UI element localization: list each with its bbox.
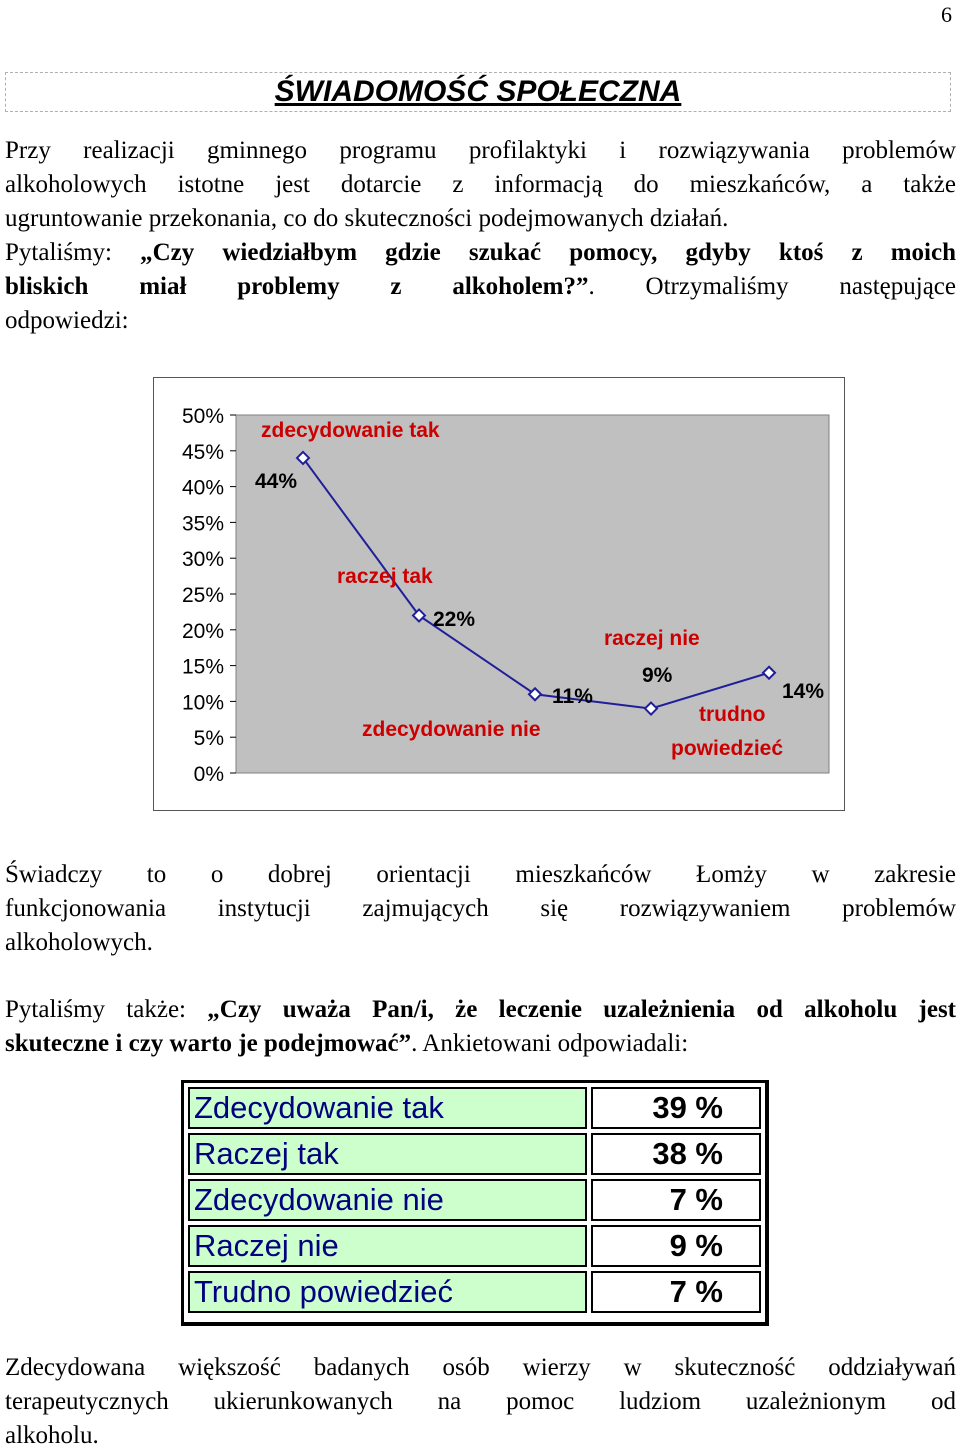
y-axis-tick-label: 50% — [181, 405, 224, 428]
answer-value: 7 % — [591, 1179, 761, 1221]
intro-line-5 — [5, 270, 956, 304]
answer-label: Raczej tak — [188, 1133, 587, 1175]
answer-label: Trudno powiedzieć — [188, 1271, 587, 1313]
answer-value: 9 % — [591, 1225, 761, 1267]
category-label: raczej tak — [337, 565, 433, 588]
after-chart-paragraph — [5, 858, 956, 960]
intro-paragraph — [5, 134, 956, 338]
answers-table — [184, 1083, 765, 1317]
question2-line-2 — [5, 1027, 956, 1061]
y-axis-tick-label: 35% — [181, 512, 224, 536]
y-axis-tick-label: 40% — [181, 476, 224, 500]
conclusion-line-3: alkoholu. — [5, 1422, 99, 1449]
chart-frame — [153, 377, 845, 811]
y-axis-tick-label: 0% — [193, 763, 224, 786]
answer-label: Zdecydowanie nie — [188, 1179, 587, 1221]
category-label: zdecydowanie nie — [362, 718, 541, 741]
conclusion-paragraph — [5, 1351, 956, 1453]
after-chart-line-1: Świadczy to o dobrej orientacji mieszkańców Łomży w zakresie — [5, 861, 956, 888]
answer-value: 7 % — [591, 1271, 761, 1313]
intro-line-3: ugruntowanie przekonania, co do skuteczności podejmowanych działań. — [5, 205, 729, 232]
category-label: zdecydowanie tak — [261, 419, 440, 442]
intro-line-2: alkoholowych istotne jest dotarcie z informacją do mieszkańców, a także — [5, 171, 956, 198]
question2-paragraph — [5, 993, 956, 1061]
after-chart-line-3: alkoholowych. — [5, 929, 153, 956]
answer-label: Raczej nie — [188, 1225, 587, 1267]
question2-part-2: skuteczne i czy warto je podejmować” — [5, 1030, 412, 1057]
data-label: 44% — [255, 470, 298, 493]
line-chart — [154, 378, 844, 810]
table-row — [188, 1271, 761, 1313]
section-title: ŚWIADOMOŚĆ SPOŁECZNA — [274, 75, 682, 108]
intro-question-prefix: Pytaliśmy: — [5, 239, 141, 266]
question2-line-1 — [5, 993, 956, 1027]
table-row — [188, 1087, 761, 1129]
y-axis-tick-label: 30% — [181, 548, 224, 572]
category-label: trudno — [699, 703, 766, 726]
intro-line-6: odpowiedzi: — [5, 307, 129, 334]
page-number: 6 — [941, 2, 952, 27]
y-axis-tick-label: 10% — [181, 691, 224, 715]
question2-part-1: „Czy uważa Pan/i, że leczenie uzależnienia od alkoholu jest — [207, 996, 956, 1023]
conclusion-line-2: terapeutycznych ukierunkowanych na pomoc ludziom uzależnionym od — [5, 1388, 956, 1415]
table-row — [188, 1225, 761, 1267]
y-axis-tick-label: 25% — [181, 584, 224, 607]
intro-question-suffix: . Otrzymaliśmy następujące — [588, 273, 956, 300]
category-label: powiedzieć — [671, 737, 784, 760]
intro-line-1: Przy realizacji gminnego programu profilaktyki i rozwiązywania problemów — [5, 137, 956, 164]
category-label: raczej nie — [604, 627, 700, 650]
y-axis-tick-label: 45% — [181, 440, 224, 464]
chart-y-axis-ticks — [182, 405, 236, 786]
answers-table-frame — [181, 1080, 769, 1326]
data-label: 14% — [782, 680, 825, 703]
data-label: 22% — [433, 608, 476, 631]
table-row — [188, 1133, 761, 1175]
y-axis-tick-label: 5% — [193, 727, 224, 751]
intro-question-part-2: bliskich miał problemy z alkoholem?” — [5, 273, 589, 300]
table-row — [188, 1179, 761, 1221]
answer-label: Zdecydowanie tak — [188, 1087, 587, 1129]
data-label: 11% — [552, 685, 593, 708]
after-chart-line-2: funkcjonowania instytucji zajmujących się rozwiązywaniem problemów — [5, 895, 956, 922]
question2-suffix: . Ankietowani odpowiadali: — [411, 1030, 689, 1057]
intro-question-part-1: „Czy wiedziałbym gdzie szukać pomocy, gdyby ktoś z moich — [140, 239, 956, 266]
answer-value: 39 % — [591, 1087, 761, 1129]
y-axis-tick-label: 15% — [181, 655, 224, 679]
conclusion-line-1: Zdecydowana większość badanych osób wierzy w skuteczność oddziaływań — [5, 1354, 956, 1381]
question2-prefix: Pytaliśmy także: — [5, 996, 208, 1023]
answer-value: 38 % — [591, 1133, 761, 1175]
title-box — [5, 72, 951, 112]
y-axis-tick-label: 20% — [181, 619, 224, 643]
intro-line-4 — [5, 236, 956, 270]
data-label: 9% — [642, 664, 673, 687]
